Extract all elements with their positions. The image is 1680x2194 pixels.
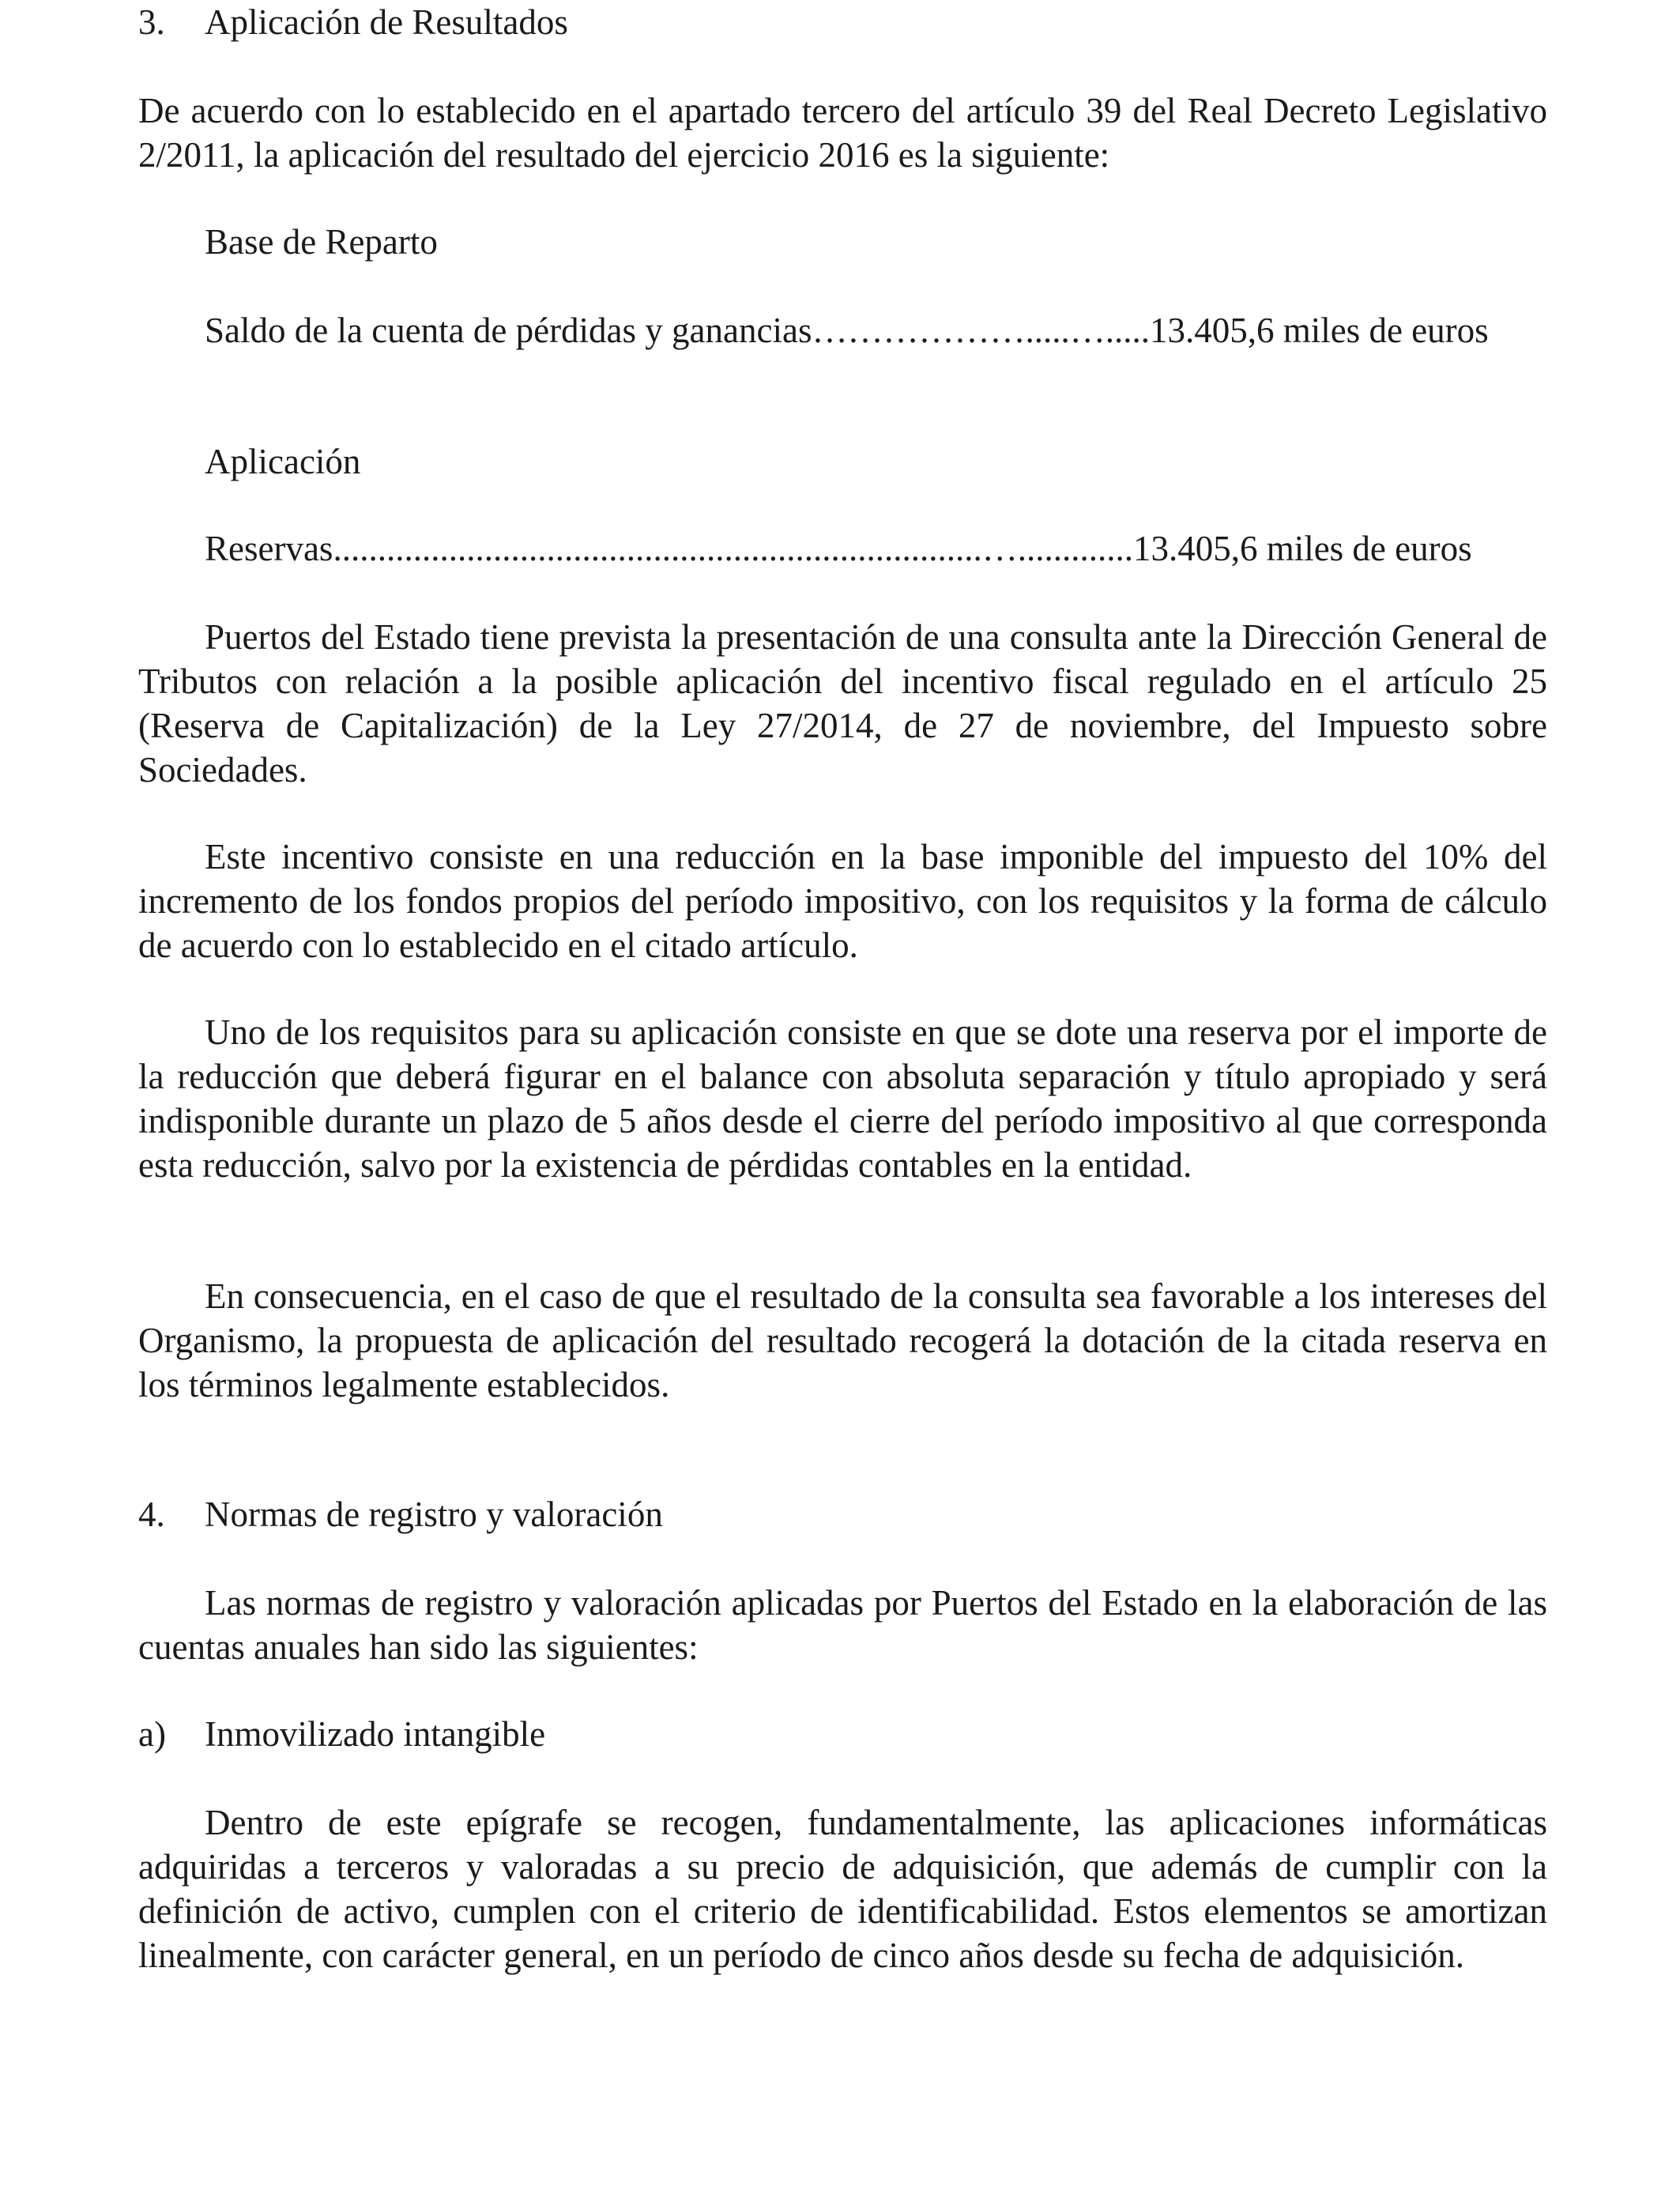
saldo-line: Saldo de la cuenta de pérdidas y ganancias……………….....….....13.405,6 miles de euros — [205, 311, 1489, 350]
section-3-number: 3. — [138, 2, 165, 42]
paragraph-requisitos: Uno de los requisitos para su aplicación consiste en que se dote una reserva por el importe de la reducción que deberá figurar en el balance con absoluta separación y título apropiado y será indisponible durante un plazo de 5 años desde el cierre del período impositivo al que corresponda esta reducción, salvo por la existencia de pérdidas contables en la entidad. — [138, 1012, 1547, 1185]
section-3-title: Aplicación de Resultados — [205, 2, 568, 42]
section-4-number: 4. — [138, 1495, 165, 1534]
reservas-line: Reservas.........................................................................….............13.405,6 miles de euros — [205, 529, 1472, 568]
paragraph-consulta: Puertos del Estado tiene prevista la presentación de una consulta ante la Dirección General de Tributos con relación a la posible aplicación del incentivo fiscal regulado en el artículo 25 (Reserva de Capitalización) de la Ley 27/2014, de 27 de noviembre, del Impuesto sobre Sociedades. — [138, 617, 1547, 790]
paragraph-incentivo: Este incentivo consiste en una reducción en la base imponible del impuesto del 10% del incremento de los fondos propios del período impositivo, con los requisitos y la forma de cálculo de acuerdo con lo establecido en el citado artículo. — [138, 837, 1547, 965]
aplicacion-label: Aplicación — [205, 442, 361, 481]
subsection-a-title: Inmovilizado intangible — [205, 1714, 546, 1754]
subsection-a-letter: a) — [138, 1714, 166, 1754]
section-3-intro: De acuerdo con lo establecido en el apartado tercero del artículo 39 del Real Decreto Legislativo 2/2011, la aplicación del resultado del ejercicio 2016 es la siguiente: — [138, 91, 1547, 175]
section-4-intro: Las normas de registro y valoración aplicadas por Puertos del Estado en la elaboración de las cuentas anuales han sido las siguientes: — [138, 1583, 1547, 1667]
base-de-reparto-label: Base de Reparto — [205, 222, 438, 262]
paragraph-consecuencia: En consecuencia, en el caso de que el resultado de la consulta sea favorable a los intereses del Organismo, la propuesta de aplicación del resultado recogerá la dotación de la citada reserva en los términos legalmente establecidos. — [138, 1276, 1547, 1404]
paragraph-inmovilizado: Dentro de este epígrafe se recogen, fundamentalmente, las aplicaciones informáticas adquiridas a terceros y valoradas a su precio de adquisición, que además de cumplir con la definición de activo, cumplen con el criterio de identificabilidad. Estos elementos se amortizan linealmente, con carácter general, en un período de cinco años desde su fecha de adquisición. — [138, 1803, 1547, 1975]
section-4-title: Normas de registro y valoración — [205, 1495, 663, 1534]
